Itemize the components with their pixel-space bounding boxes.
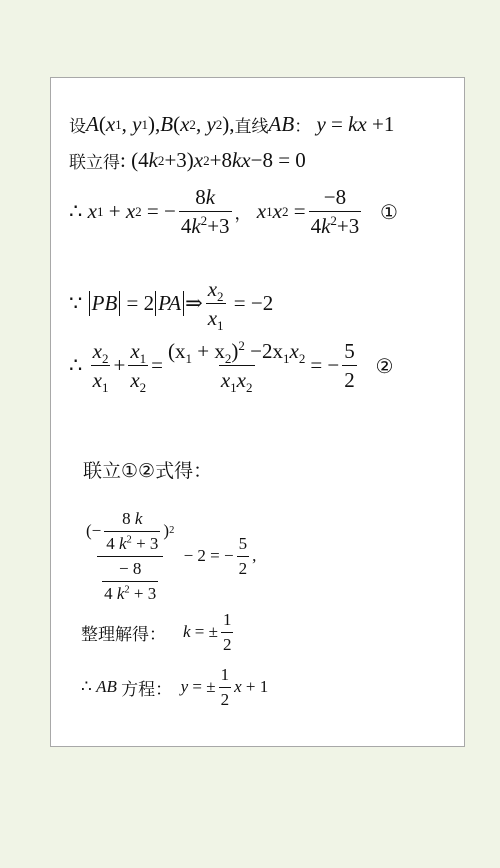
- sub-1: 1: [217, 318, 224, 334]
- var-k: k: [119, 533, 127, 553]
- var-y1: y: [132, 112, 142, 136]
- den: + 3: [136, 533, 159, 553]
- sum-fraction: [179, 186, 232, 237]
- therefore-symbol: ∴: [69, 199, 83, 224]
- frac-x1-x2: [128, 339, 148, 396]
- den: +3: [336, 214, 360, 239]
- var-x: x: [193, 148, 204, 172]
- implies-arrow: ⇒: [185, 291, 203, 316]
- minus-two-equals: − 2 = −: [183, 546, 234, 566]
- num: −2x: [250, 339, 283, 363]
- line-ratio: [69, 277, 274, 334]
- line-AB: AB: [268, 112, 295, 136]
- equals-neg: = −: [146, 199, 176, 224]
- var-x1: x: [105, 112, 116, 136]
- line-identity: [69, 338, 394, 396]
- num: ): [231, 339, 239, 363]
- line-equation-result: [81, 666, 268, 709]
- colon: ：: [294, 117, 312, 137]
- expr-part: −8 = 0: [250, 148, 306, 172]
- var-y: y: [316, 112, 326, 136]
- therefore-symbol: ∴: [69, 353, 83, 378]
- var-x1: x: [87, 199, 97, 224]
- therefore-symbol: ∴: [81, 677, 92, 697]
- colon: :: [120, 148, 126, 172]
- segment-PA: PA: [158, 291, 182, 316]
- var-x: x: [92, 368, 102, 393]
- var-k: k: [321, 214, 331, 239]
- sub: 1: [282, 351, 290, 367]
- var-k: k: [148, 148, 158, 172]
- rhs-fraction: [237, 535, 250, 578]
- equals: =: [126, 291, 139, 316]
- num: 8: [195, 185, 206, 209]
- k-fraction: [221, 611, 234, 654]
- den: 2: [342, 365, 357, 391]
- label-lianli: 联立得: [69, 153, 120, 173]
- two: 2: [143, 291, 155, 316]
- plus-one: + 1: [245, 677, 269, 697]
- sub: 1: [185, 351, 193, 367]
- circled-one-mark: ①: [380, 199, 398, 224]
- equals: =: [151, 353, 163, 378]
- paren-open: (−: [86, 521, 102, 541]
- denominator-fraction: [102, 560, 158, 603]
- den: 2: [221, 632, 234, 654]
- sub: 1: [230, 380, 237, 396]
- equals-pm: = ±: [192, 677, 216, 697]
- sub: 2: [139, 380, 147, 396]
- var-k: k: [116, 583, 125, 603]
- comma: ,: [252, 546, 257, 566]
- solve-label: 整理解得：: [81, 624, 166, 645]
- sub: 2: [246, 380, 253, 396]
- line-substitution: [81, 510, 256, 602]
- den: 4: [180, 214, 192, 239]
- ratio-fraction: [206, 277, 226, 334]
- line-solve: [81, 611, 236, 654]
- combine-label: 联立①②式得：: [83, 460, 213, 482]
- term-kx: kx: [348, 112, 367, 136]
- line-vieta: ∴ x 1 + x 2 = − $\frac{8k}{4k^2+3}$ ， x 1 x 2 = $\frac{-8}{4k^2+3}$ ①: [69, 185, 398, 239]
- den: 4: [104, 583, 113, 603]
- circled-two-mark: ②: [375, 353, 394, 378]
- var-k: k: [191, 214, 201, 239]
- line-combine-label: [83, 456, 212, 483]
- num: −8: [323, 185, 347, 209]
- sub: 1: [101, 380, 109, 396]
- sup-2: 2: [330, 213, 337, 229]
- sub: 1: [139, 351, 147, 367]
- big-fraction: [166, 338, 307, 396]
- expr-part: +8: [209, 148, 232, 172]
- den: 4: [106, 533, 115, 553]
- segment-PB: PB: [91, 291, 118, 316]
- num: 5: [238, 533, 248, 553]
- sub: 2: [224, 351, 232, 367]
- expr-part: +3): [164, 148, 194, 172]
- var-x: x: [130, 368, 140, 393]
- sub: 2: [101, 351, 109, 367]
- var-x1: x: [207, 306, 218, 331]
- var-x: x: [236, 368, 246, 393]
- den: 2: [237, 556, 250, 578]
- point-B: B: [160, 112, 174, 136]
- den: 2: [219, 687, 232, 709]
- var-x2: x: [207, 277, 218, 301]
- plus: +: [113, 353, 126, 378]
- num: 1: [220, 665, 230, 684]
- term-kx: kx: [231, 148, 251, 172]
- var-k: k: [183, 622, 191, 642]
- sub: 2: [298, 351, 306, 367]
- because-symbol: ∵: [69, 291, 83, 316]
- product-fraction: [309, 186, 362, 237]
- den: 4: [310, 214, 322, 239]
- num: 8: [122, 509, 131, 528]
- char-she: 设: [69, 117, 86, 137]
- rhs-value: = −2: [233, 291, 274, 316]
- term-plus-1: +1: [372, 112, 395, 136]
- sup: 2: [124, 583, 130, 595]
- var-x2: x: [180, 112, 190, 136]
- label-zhixian: 直线: [234, 117, 269, 137]
- equals: =: [293, 199, 306, 224]
- var-x: x: [220, 368, 231, 393]
- var-x1: x: [256, 199, 267, 224]
- sup: 2: [238, 338, 245, 353]
- var-y: y: [180, 677, 189, 697]
- solution-card: [50, 77, 465, 747]
- inner-fraction: [104, 510, 160, 553]
- num: − 8: [119, 558, 142, 578]
- paren-close: ): [163, 521, 170, 541]
- num: 1: [222, 610, 232, 629]
- line-AB: AB: [96, 677, 117, 697]
- var-x2: x: [272, 199, 282, 224]
- line-combined: 联立得 : (4 k 2 +3) x 2 +8 kx −8 = 0: [69, 148, 306, 173]
- compound-fraction: (− $\frac{8 k}{4 k^2 + 3}$ ) 2 $\frac{- 8}{4 k^2 + 3}$: [86, 509, 175, 603]
- var-k: k: [205, 185, 216, 209]
- var-x: x: [234, 677, 242, 697]
- var-x: x: [130, 339, 140, 363]
- var-x: x: [92, 339, 102, 363]
- equals-pm: = ±: [194, 622, 218, 642]
- slope-fraction: [219, 666, 232, 709]
- sub-2: 2: [217, 289, 224, 305]
- num: 5: [344, 339, 355, 363]
- comma: ，: [234, 204, 252, 225]
- sup-2: 2: [200, 213, 208, 229]
- frac-x2-x1: [91, 339, 111, 396]
- line-setup: 设 A ( x 1 , y 1 ), B ( x 2 , y 2 ), 直线 AB ： y = kx +1: [69, 112, 395, 137]
- equation-label: 方程：: [121, 679, 173, 700]
- var-x: x: [289, 339, 299, 363]
- sup: 2: [126, 534, 132, 546]
- den: +3: [207, 214, 230, 239]
- equals-neg: = −: [310, 353, 340, 378]
- num: + x: [197, 339, 225, 363]
- expr-part: (4: [131, 148, 149, 172]
- num: (x: [168, 339, 186, 363]
- point-A: A: [86, 112, 99, 136]
- plus: +: [108, 199, 121, 224]
- var-k: k: [134, 509, 143, 528]
- equals: =: [331, 112, 343, 136]
- var-x2: x: [125, 199, 136, 224]
- var-y2: y: [206, 112, 216, 136]
- den: + 3: [133, 583, 157, 603]
- result-fraction: [342, 340, 357, 391]
